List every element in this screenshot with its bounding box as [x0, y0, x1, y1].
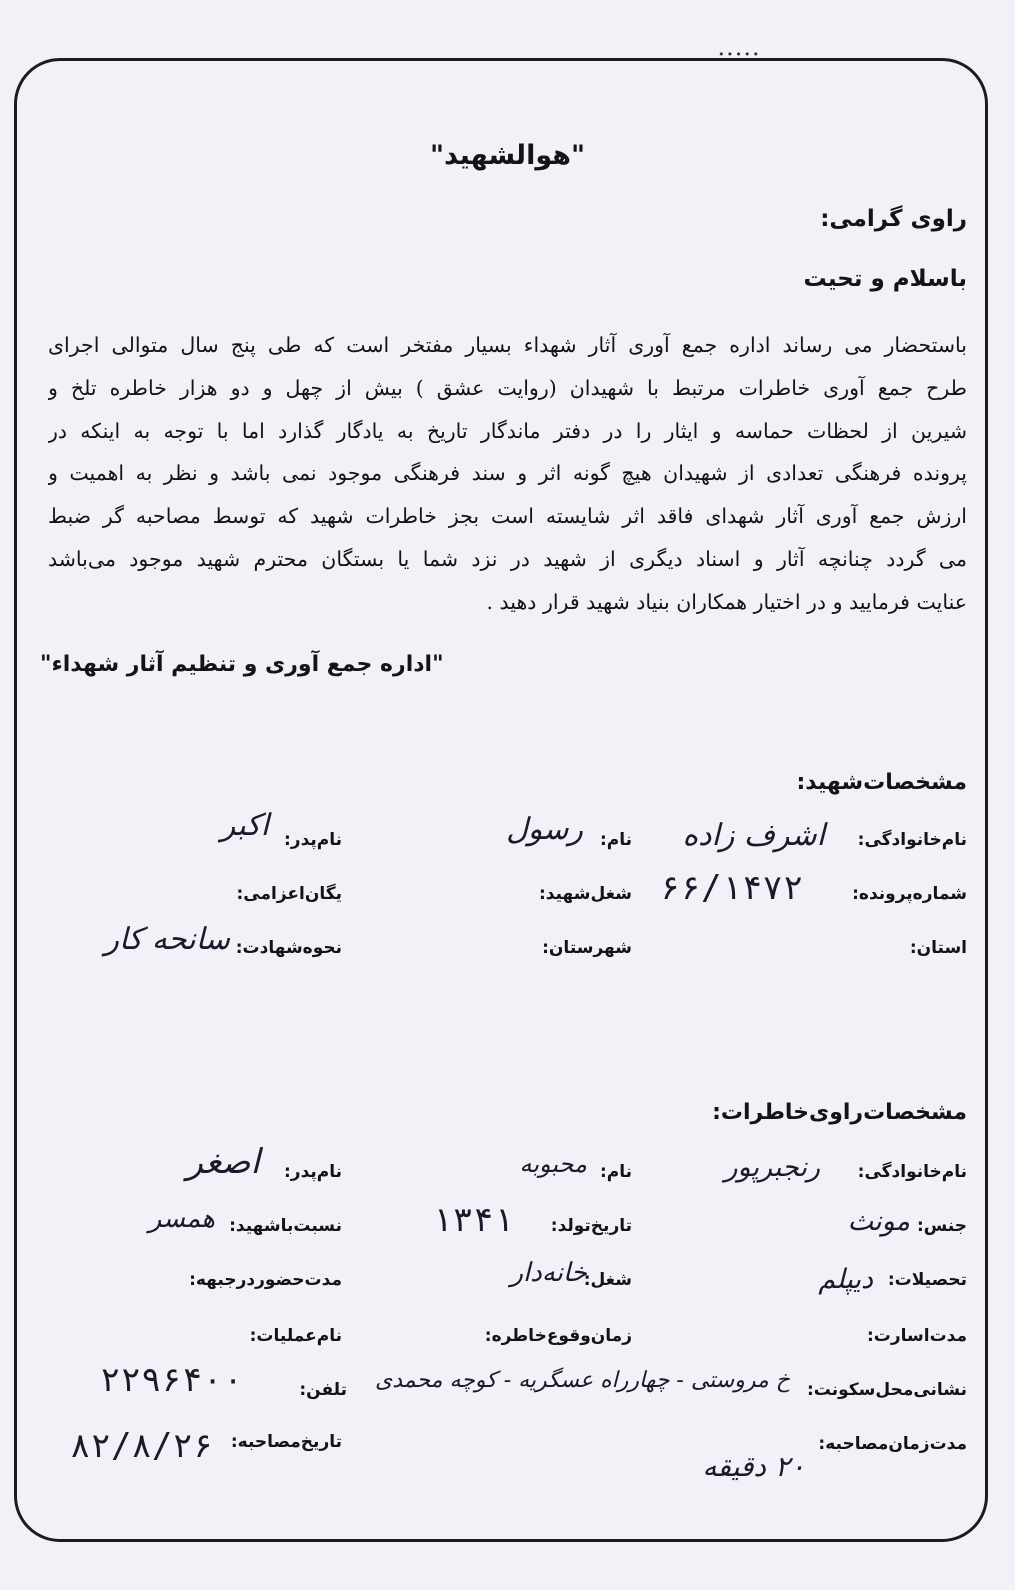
letter-line: عنایت فرمایید و در اختیار همکاران بنیاد شهید قرار دهید . [486, 589, 967, 614]
salutation: باسلام و تحیت [803, 266, 967, 292]
narrator-phone-value: ۲۲۹۶۴۰۰ [100, 1360, 244, 1400]
martyr-family-value: اشرف زاده [682, 818, 825, 853]
martyr-file-label: شماره‌پرونده: [852, 884, 967, 904]
issuing-office: "اداره جمع آوری و تنظیم آثار شهداء" [40, 652, 444, 677]
narrator-relation-label: نسبت‌باشهید: [229, 1216, 342, 1236]
narrator-family-value: رنجبرپور [724, 1152, 820, 1183]
martyr-father-label: نام‌پدر: [283, 830, 342, 850]
martyr-unit-label: یگان‌اعزامی: [236, 884, 342, 904]
martyr-family-label: نام‌خانوادگی: [857, 830, 967, 850]
narrator-memory-time-label: زمان‌وقوع‌خاطره: [484, 1326, 632, 1346]
martyr-job-label: شغل‌شهید: [539, 884, 632, 904]
martyr-city-label: شهرستان: [542, 938, 632, 958]
addressee: راوی گرامی: [820, 206, 967, 232]
letter-line: ارزش جمع آوری آثار شهدای فاقد اثر شایسته است بجز خاطرات شهید که توسط مصاحبه گر ضبط [48, 504, 967, 529]
letter-line: باستحضار می رساند اداره جمع آوری آثار شهداء بسیار مفتخر است که طی پنج سال متوالی اجرای [48, 333, 967, 357]
narrator-father-value: اصغر [186, 1142, 260, 1182]
narrator-gender-label: جنس: [916, 1216, 967, 1236]
martyr-file-value: ۶۶/۱۴۷۲ [660, 868, 804, 908]
narrator-birth-label: تاریخ‌تولد: [550, 1216, 632, 1236]
letter-line: طرح جمع آوری خاطرات مرتبط با شهیدان (روایت عشق ) بیش از چهل و دو هزار خاطره تلخ و [48, 375, 967, 400]
narrator-duration-label: مدت‌زمان‌مصاحبه: [818, 1434, 967, 1454]
narrator-phone-label: تلفن: [299, 1380, 347, 1400]
narrator-duration-value: ۲۰ دقیقه [702, 1450, 805, 1483]
martyr-name-value: رسول [506, 812, 583, 847]
narrator-address-label: نشانی‌محل‌سکونت: [806, 1380, 967, 1400]
narrator-section-heading: مشخصات‌راوی‌خاطرات: [712, 1100, 967, 1125]
narrator-relation-value: همسر [148, 1204, 215, 1234]
letter-line: شیرین از لحظات حماسه و ایثار را در دفتر ماندگار تاریخ به یادگار گذارد اما با توجه به اینکه در [48, 418, 967, 443]
martyr-father-value: اکبر [220, 808, 269, 843]
narrator-name-value: محبوبه [519, 1150, 587, 1178]
martyr-martyrdom-value: سانحه کار [104, 922, 230, 957]
letter-line: می گردد چنانچه آثار و اسناد دیگری از شهید در نزد شما یا بستگان محترم شهید موجود می‌باشد [48, 546, 967, 571]
letter-line: پرونده فرهنگی تعدادی از شهیدان هیچ گونه اثر و سند فرهنگی موجود نمی باشد و نظر به اهمیت و [48, 461, 967, 486]
narrator-education-value: دیپلم [818, 1264, 873, 1295]
narrator-job-label: شغل: [583, 1270, 632, 1290]
narrator-date-value: ۸۲/۸/۲۶ [70, 1426, 214, 1466]
narrator-front-label: مدت‌حضوردرجبهه: [189, 1270, 342, 1290]
martyr-province-label: استان: [909, 938, 967, 958]
narrator-gender-value: مونث [847, 1206, 910, 1237]
scan-mark: ••••• [718, 48, 762, 61]
narrator-father-label: نام‌پدر: [283, 1162, 342, 1182]
narrator-operation-label: نام‌عملیات: [249, 1326, 342, 1346]
narrator-job-value: خانه‌دار [510, 1258, 587, 1288]
narrator-date-label: تاریخ‌مصاحبه: [230, 1432, 342, 1452]
narrator-address-value: خ مروستی - چهارراه عسگریه - کوچه محمدی [375, 1368, 790, 1393]
martyr-section-heading: مشخصات‌شهید: [796, 770, 967, 795]
narrator-captivity-label: مدت‌اسارت: [866, 1326, 967, 1346]
narrator-birth-value: ۱۳۴۱ [432, 1200, 514, 1240]
martyr-martyrdom-label: نحوه‌شهادت: [235, 938, 342, 958]
narrator-education-label: تحصیلات: [887, 1270, 967, 1290]
letter-body [48, 324, 967, 624]
narrator-family-label: نام‌خانوادگی: [857, 1162, 967, 1182]
document-title: "هوالشهید" [429, 140, 586, 171]
narrator-name-label: نام: [599, 1162, 632, 1182]
martyr-name-label: نام: [599, 830, 632, 850]
